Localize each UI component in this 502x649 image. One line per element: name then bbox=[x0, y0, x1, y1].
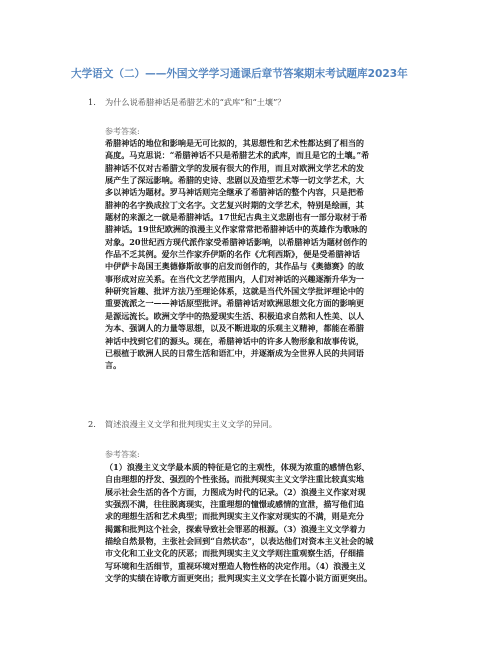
answer-line: 是源远流长。欧洲文学中的热爱现实生活、积极追求自然和人性美、以人 bbox=[105, 310, 365, 321]
answer-line: 希腊神话的地位和影响是无可比拟的，其思想性和艺术性都达到了相当的 bbox=[105, 138, 365, 148]
answer-line: 多以神话为题材。罗马神话则完全继承了希腊神话的整个内容，只是把希 bbox=[105, 187, 365, 198]
answer-line: 重要流派之一——神话原型批评。希腊神话对欧洲思想文化方面的影响更 bbox=[105, 298, 365, 309]
answer-line: 神话中找到它们的源头。现在，希腊神话中的许多人物形象和故事传说， bbox=[105, 335, 365, 346]
answer-line: 对象。20世纪西方现代派作家受希腊神话影响，以希腊神话为题材创作的 bbox=[105, 236, 368, 247]
answer-line: 腊神的名字换成拉丁文名字。文艺复兴时期的文学艺术，特别是绘画，其 bbox=[105, 199, 365, 210]
answer-line: 作品不乏其例。爱尔兰作家乔伊斯的名作《尤利西斯》，便是受希腊神话 bbox=[105, 249, 360, 260]
answer-text bbox=[105, 461, 436, 584]
answer-line: 描绘自然景物，主张社会回到“自然状态”，以表达他们对资本主义社会的城 bbox=[105, 536, 374, 547]
answer-label: 参考答案: bbox=[105, 127, 140, 136]
answer-line: 自由理想的抒发、强烈的个性张扬。而批判现实主义文学注重比较真实地 bbox=[105, 474, 365, 485]
answer-line: 中伊萨卡岛国王奥德修斯故事的启发而创作的，其作品与《奥德赛》的故 bbox=[105, 261, 365, 272]
answer-label: 参考答案: bbox=[105, 450, 140, 459]
answer-line: 展示社会生活的各个方面，力图成为时代的记录。（2）浪漫主义作家对现 bbox=[105, 486, 366, 497]
answer-line: 言。 bbox=[105, 360, 122, 371]
answer-line: 求的理想生活和艺术典型；而批判现实主义作家对现实的不满，则是充分 bbox=[105, 511, 365, 522]
answer-line: 文学的实绩在诗歌方面更突出；批判现实主义文学在长篇小说方面更突出。 bbox=[105, 573, 373, 584]
question-text: 简述浪漫主义文学和批判现实主义文学的异同。 bbox=[105, 419, 277, 429]
answer-text bbox=[105, 137, 436, 372]
question-number: 2. bbox=[88, 419, 96, 429]
answer-line: 题材的来源之一就是希腊神话。17世纪古典主义悲剧也有一部分取材于希 bbox=[105, 212, 368, 223]
answer-line: 展产生了深远影响。希腊的史诗、悲剧以及造型艺术等一切文学艺术，大 bbox=[105, 175, 365, 186]
answer-line: 高度。马克思说：“希腊神话不只是希腊艺术的武库，而且是它的土壤。”希 bbox=[105, 150, 370, 161]
answer-line: 市文化和工业文化的厌恶；而批判现实主义文学则注重观察生活，仔细描 bbox=[105, 548, 365, 559]
answer-line: 实强烈不满，往往脱离现实，注重理想的憧憬或感情的宣泄，描写他们追 bbox=[105, 499, 365, 510]
answer-line: 写环境和生活细节，重视环境对塑造人物性格的决定作用。（4）浪漫主义 bbox=[105, 560, 366, 571]
answer-line: 为本、强调人的力量等思想，以及不断进取的乐观主义精神，都能在希腊 bbox=[105, 323, 365, 334]
question-text: 为什么说希腊神话是希腊艺术的“武库”和“土壤”？ bbox=[105, 97, 286, 107]
answer-line: 揭露和批判这个社会，探索导致社会罪恶的根源。（3）浪漫主义文学着力 bbox=[105, 523, 366, 534]
answer-line: 已根植于欧洲人民的日常生活和语汇中，并逐渐成为全世界人民的共同语 bbox=[105, 347, 365, 358]
answer-line: 事形成对应关系。在当代文艺学范围内，人们对神话的兴趣逐渐升华为一 bbox=[105, 273, 365, 284]
answer-line: 种研究旨趣、批评方法乃至理论体系，这就是当代外国文学批评理论中的 bbox=[105, 286, 365, 297]
question-number: 1. bbox=[88, 97, 96, 107]
page-title: 大学语文（二）——外国文学学习通课后章节答案期末考试题库2023年 bbox=[71, 68, 408, 80]
answer-line: （1）浪漫主义文学最本质的特征是它的主观性，体现为浓重的感情色彩、 bbox=[105, 462, 370, 472]
answer-line: 腊神话。19世纪欧洲的浪漫主义作家常常把希腊神话中的英雄作为歌咏的 bbox=[105, 224, 368, 235]
answer-line: 腊神话不仅对古希腊文学的发展有很大的作用，而且对欧洲文学艺术的发 bbox=[105, 162, 365, 173]
